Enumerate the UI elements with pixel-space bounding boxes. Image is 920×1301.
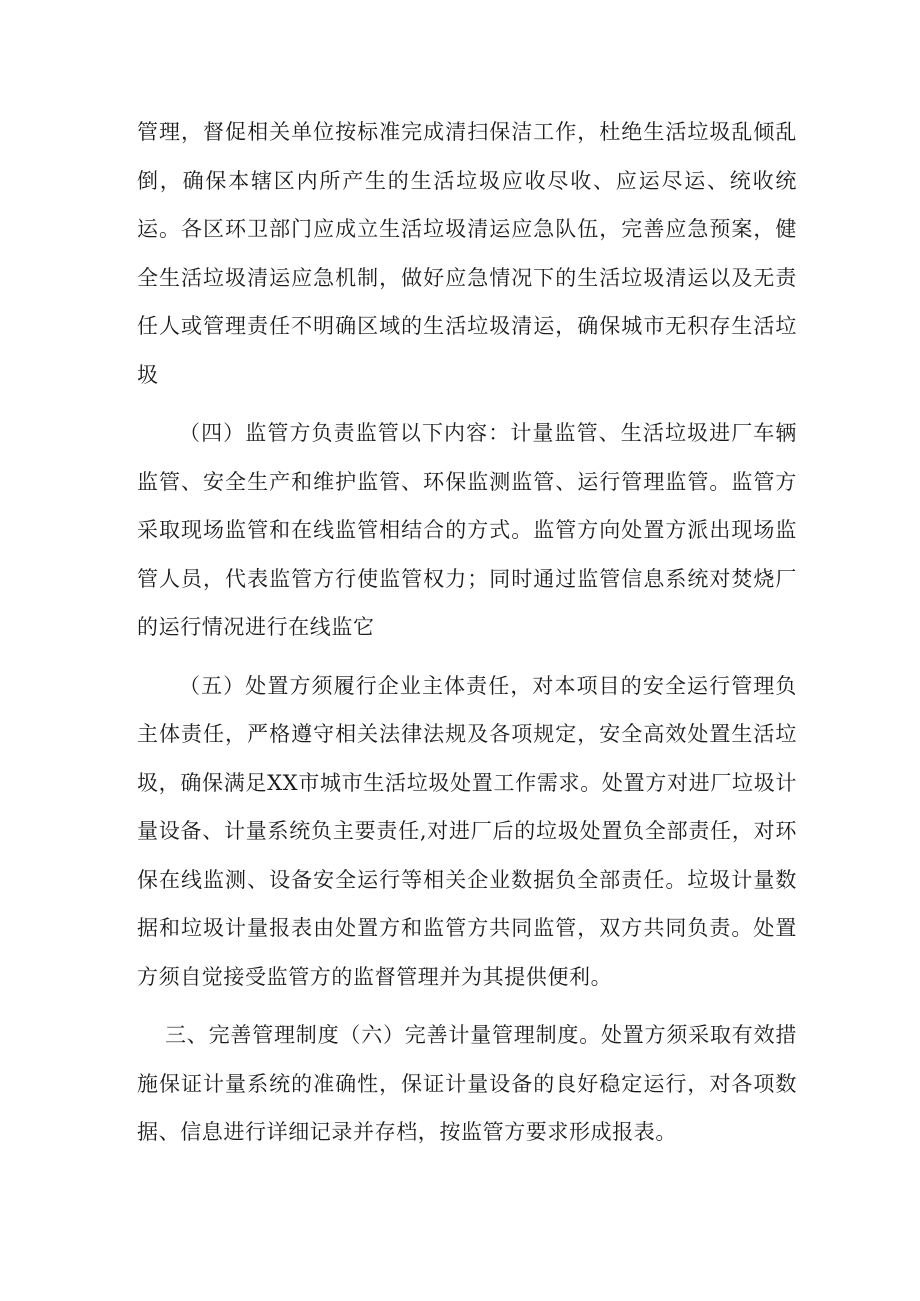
paragraph-disposal-responsibility: （五）处置方须履行企业主体责任，对本项目的安全运行管理负主体责任，严格遵守相关法律法规及各项规定，安全高效处置生活垃圾，确保满足XX市城市生活垃圾处置工作需求。处置方对进厂垃圾计量设备、计量系统负主要责任,对进厂后的垃圾处置负全部责任，对环保在线监测、设备安全运行等相关企业数据负全部责任。垃圾计量数据和垃圾计量报表由处置方和监管方共同监管，双方共同负责。处置方须自觉接受监管方的监督管理并为其提供便利。 bbox=[137, 673, 797, 989]
document-body bbox=[137, 108, 797, 1167]
paragraph-supervision: （四）监管方负责监管以下内容：计量监管、生活垃圾进厂车辆监管、安全生产和维护监管、环保监测监管、运行管理监管。监管方采取现场监管和在线监管相结合的方式。监管方向处置方派出现场监管人员，代表监管方行使监管权力；同时通过监管信息系统对焚烧厂的运行情况进行在线监它 bbox=[137, 421, 797, 639]
paragraph-continuation: 管理，督促相关单位按标准完成清扫保洁工作，杜绝生活垃圾乱倾乱倒，确保本辖区内所产生的生活垃圾应收尽收、应运尽运、统收统运。各区环卫部门应成立生活垃圾清运应急队伍，完善应急预案，健全生活垃圾清运应急机制，做好应急情况下的生活垃圾清运以及无责任人或管理责任不明确区域的生活垃圾清运，确保城市无积存生活垃圾 bbox=[137, 120, 797, 387]
paragraph-management-system: 三、完善管理制度（六）完善计量管理制度。处置方须采取有效措施保证计量系统的准确性，保证计量设备的良好稳定运行，对各项数据、信息进行详细记录并存档，按监管方要求形成报表。 bbox=[137, 1023, 797, 1144]
